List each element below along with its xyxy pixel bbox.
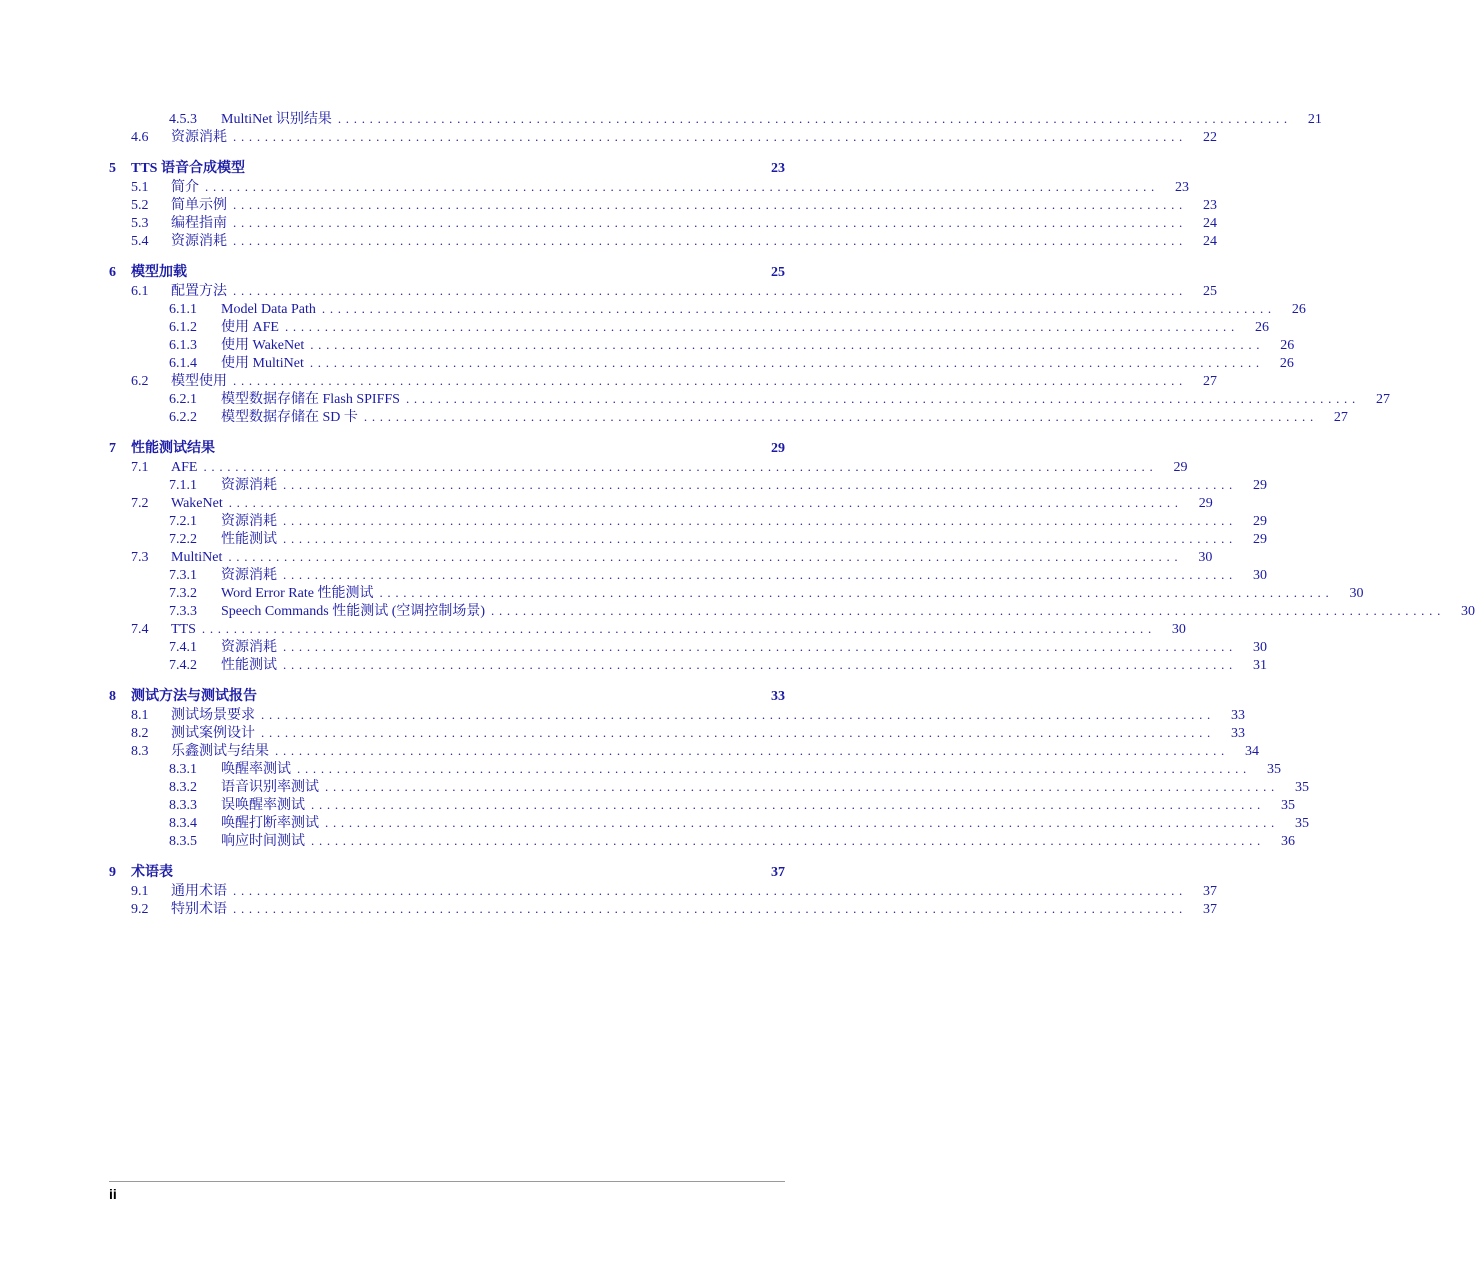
- toc-entry-title[interactable]: Speech Commands 性能测试 (空调控制场景): [221, 604, 486, 619]
- toc-entry-title[interactable]: TTS: [171, 622, 196, 637]
- toc-chapter-entry[interactable]: [109, 440, 785, 458]
- toc-entry[interactable]: [169, 760, 1281, 778]
- toc-dot-leader: ........................................................................................................................: [233, 883, 1187, 898]
- toc-page-number[interactable]: 37: [1203, 884, 1217, 899]
- toc-entry-title[interactable]: MultiNet: [171, 550, 223, 565]
- toc-page-number[interactable]: 37: [771, 865, 785, 880]
- toc-entry-title[interactable]: 编程指南: [171, 216, 227, 231]
- toc-page-number[interactable]: 30: [1198, 550, 1213, 565]
- toc-page-number[interactable]: 33: [1231, 708, 1245, 723]
- toc-entry-title[interactable]: 使用 MultiNet: [221, 356, 304, 371]
- toc-entry-title[interactable]: 误唤醒率测试: [221, 798, 305, 813]
- toc-dot-leader: ........................................................................................................................: [297, 761, 1251, 776]
- toc-entry-number: 8.3.3: [169, 798, 197, 813]
- toc-entry-number: 6.2.2: [169, 410, 197, 425]
- toc-entry-number: 6.1.3: [169, 338, 197, 353]
- toc-entry[interactable]: [131, 196, 1217, 214]
- toc-entry-title[interactable]: 资源消耗: [221, 568, 277, 583]
- toc-entry-title[interactable]: 模型数据存储在 SD 卡: [221, 410, 358, 425]
- toc-dot-leader: ........................................................................................................................: [309, 355, 1264, 370]
- toc-page-number[interactable]: 33: [771, 689, 785, 704]
- toc-dot-leader: ........................................................................................................................: [275, 743, 1229, 758]
- toc-entry[interactable]: [169, 814, 1309, 832]
- toc-entry-number: 7.4: [131, 622, 149, 637]
- toc-entry-title[interactable]: 测试方法与测试报告: [131, 689, 257, 704]
- toc-entry-number: 8.3.4: [169, 816, 197, 831]
- toc-dot-leader: ........................................................................................................................: [261, 725, 1215, 740]
- toc-page-number[interactable]: 26: [1279, 356, 1294, 371]
- toc-page-number[interactable]: 26: [1254, 320, 1269, 335]
- toc-entry[interactable]: [169, 796, 1295, 814]
- toc-entry-number: 8.3.1: [169, 762, 197, 777]
- toc-page-number[interactable]: 24: [1203, 234, 1217, 249]
- toc-dot-leader: ........................................................................................................................: [201, 621, 1156, 636]
- toc-entry-title[interactable]: 测试场景要求: [171, 708, 255, 723]
- toc-entry[interactable]: [131, 372, 1217, 390]
- toc-entry-number: 7: [109, 441, 116, 456]
- toc-page-number[interactable]: 29: [771, 441, 785, 456]
- toc-dot-leader: ........................................................................................................................: [283, 513, 1237, 528]
- toc-entry-number: 8.3.5: [169, 834, 197, 849]
- toc-page-number[interactable]: 21: [1307, 112, 1322, 127]
- toc-entry[interactable]: [169, 390, 1390, 408]
- toc-entry-title[interactable]: WakeNet: [171, 496, 223, 511]
- toc-page-number[interactable]: 35: [1295, 780, 1309, 795]
- toc-entry-number: 9: [109, 865, 116, 880]
- toc-dot-leader: ........................................................................................................................: [205, 179, 1159, 194]
- toc-entry-title[interactable]: 简介: [171, 180, 199, 195]
- toc-entry-number: 6.1: [131, 284, 149, 299]
- toc-entry[interactable]: [169, 300, 1306, 318]
- toc-entry-title[interactable]: 语音识别率测试: [221, 780, 319, 795]
- toc-entry-number: 4.5.3: [169, 112, 197, 127]
- toc-entry-number: 7.1.1: [169, 478, 197, 493]
- toc-entry[interactable]: [169, 336, 1295, 354]
- toc-entry[interactable]: [169, 602, 1475, 620]
- toc-page-number[interactable]: 33: [1231, 726, 1245, 741]
- toc-entry[interactable]: [169, 832, 1295, 850]
- toc-page-number[interactable]: 22: [1203, 130, 1217, 145]
- toc-dot-leader: ........................................................................................................................: [233, 129, 1187, 144]
- toc-entry[interactable]: [131, 128, 1217, 146]
- toc-entry-title[interactable]: 资源消耗: [171, 234, 227, 249]
- toc-entry-title[interactable]: TTS 语音合成模型: [131, 161, 245, 176]
- toc-page-number[interactable]: 25: [771, 265, 785, 280]
- toc-entry-number: 8.3.2: [169, 780, 197, 795]
- toc-page-number[interactable]: 29: [1253, 478, 1267, 493]
- toc-entry-title[interactable]: 资源消耗: [221, 478, 277, 493]
- toc-dot-leader: ........................................................................................................................: [233, 233, 1187, 248]
- toc-chapter-entry[interactable]: [109, 864, 785, 882]
- toc-entry[interactable]: [131, 282, 1217, 300]
- toc-entry-title[interactable]: 模型使用: [171, 374, 227, 389]
- toc-entry-title[interactable]: 配置方法: [171, 284, 227, 299]
- toc-page-number[interactable]: 30: [1461, 604, 1475, 619]
- toc-entry-title[interactable]: 模型加载: [131, 265, 187, 280]
- toc-entry[interactable]: [169, 476, 1267, 494]
- toc-page-number[interactable]: 36: [1281, 834, 1295, 849]
- toc-entry-title[interactable]: 性能测试: [221, 532, 277, 547]
- toc-dot-leader: ........................................................................................................................: [325, 815, 1279, 830]
- toc-entry-number: 5: [109, 161, 116, 176]
- toc-entry-number: 7.4.2: [169, 658, 197, 673]
- toc-page-number[interactable]: 24: [1203, 216, 1217, 231]
- toc-entry-number: 9.2: [131, 902, 149, 917]
- toc-entry-title[interactable]: 资源消耗: [171, 130, 227, 145]
- toc-page-number[interactable]: 30: [1253, 568, 1267, 583]
- toc-dot-leader: ........................................................................................................................: [233, 901, 1187, 916]
- toc-entry-number: 6.2.1: [169, 392, 197, 407]
- toc-entry[interactable]: [131, 900, 1217, 918]
- toc-dot-leader: ........................................................................................................................: [283, 639, 1237, 654]
- toc-entry-title[interactable]: 唤醒率测试: [221, 762, 291, 777]
- toc-dot-leader: ........................................................................................................................: [233, 283, 1187, 298]
- toc-entry-number: 8: [109, 689, 116, 704]
- toc-page-number[interactable]: 37: [1203, 902, 1217, 917]
- toc-entry[interactable]: [169, 584, 1364, 602]
- toc-dot-leader: ........................................................................................................................: [405, 391, 1360, 406]
- toc-page-number[interactable]: 30: [1171, 622, 1186, 637]
- toc-entry-title[interactable]: Model Data Path: [221, 302, 316, 317]
- toc-entry-title[interactable]: 资源消耗: [221, 514, 277, 529]
- toc-page-number[interactable]: 26: [1291, 302, 1306, 317]
- toc-entry[interactable]: [131, 742, 1259, 760]
- toc-entry-title[interactable]: 术语表: [131, 865, 173, 880]
- toc-entry[interactable]: [169, 638, 1267, 656]
- toc-entry-title[interactable]: 响应时间测试: [221, 834, 305, 849]
- toc-dot-leader: ........................................................................................................................: [233, 215, 1187, 230]
- toc-entry-number: 4.6: [131, 130, 149, 145]
- toc-entry-number: 8.1: [131, 708, 149, 723]
- toc-entry[interactable]: [169, 512, 1267, 530]
- toc-page-number[interactable]: 27: [1333, 410, 1348, 425]
- toc-dot-leader: ........................................................................................................................: [325, 779, 1279, 794]
- toc-entry-title[interactable]: 模型数据存储在 Flash SPIFFS: [221, 392, 400, 407]
- toc-page-number[interactable]: 34: [1245, 744, 1259, 759]
- toc-dot-leader: ........................................................................................................................: [228, 495, 1183, 510]
- toc-entry-number: 7.4.1: [169, 640, 197, 655]
- toc-dot-leader: ........................................................................................................................: [283, 657, 1237, 672]
- toc-entry[interactable]: [131, 178, 1189, 196]
- toc-chapter-entry[interactable]: [109, 264, 785, 282]
- toc-entry[interactable]: [169, 530, 1267, 548]
- toc-entry-title[interactable]: Word Error Rate 性能测试: [221, 586, 374, 601]
- toc-entry-number: 5.3: [131, 216, 149, 231]
- toc-entry[interactable]: [131, 494, 1213, 512]
- toc-page-number[interactable]: 26: [1280, 338, 1295, 353]
- toc-entry-number: 6.1.1: [169, 302, 197, 317]
- toc-entry-number: 7.2.1: [169, 514, 197, 529]
- toc-entry-title[interactable]: 性能测试: [221, 658, 277, 673]
- toc-entry-number: 6.1.4: [169, 356, 197, 371]
- toc-entry[interactable]: [169, 656, 1267, 674]
- toc-chapter-entry[interactable]: [109, 160, 785, 178]
- toc-entry-title[interactable]: 使用 WakeNet: [221, 338, 305, 353]
- toc-page-number[interactable]: 30: [1349, 586, 1364, 601]
- toc-dot-leader: ........................................................................................................................: [228, 549, 1183, 564]
- toc-dot-leader: ........................................................................................................................: [321, 301, 1276, 316]
- toc-page-number[interactable]: 23: [1175, 180, 1189, 195]
- toc-entry-number: 8.3: [131, 744, 149, 759]
- toc-entry-title[interactable]: 简单示例: [171, 198, 227, 213]
- toc-dot-leader: ........................................................................................................................: [283, 531, 1237, 546]
- toc-page-number[interactable]: 27: [1375, 392, 1390, 407]
- toc-entry-number: 7.3.1: [169, 568, 197, 583]
- toc-entry[interactable]: [169, 110, 1322, 128]
- toc-entry-number: 7.3.2: [169, 586, 197, 601]
- toc-entry-title[interactable]: MultiNet 识别结果: [221, 112, 332, 127]
- toc-entry-title[interactable]: 乐鑫测试与结果: [171, 744, 269, 759]
- toc-entry-title[interactable]: 特别术语: [171, 902, 227, 917]
- toc-dot-leader: ........................................................................................................................: [310, 337, 1265, 352]
- toc-dot-leader: ........................................................................................................................: [311, 833, 1265, 848]
- toc-entry-title[interactable]: 唤醒打断率测试: [221, 816, 319, 831]
- toc-page-number[interactable]: 25: [1203, 284, 1217, 299]
- toc-page-number[interactable]: 35: [1295, 816, 1309, 831]
- toc-entry-number: 6: [109, 265, 116, 280]
- toc-dot-leader: ........................................................................................................................: [283, 567, 1237, 582]
- toc-page-number[interactable]: 30: [1253, 640, 1267, 655]
- toc-page-number[interactable]: 35: [1267, 762, 1281, 777]
- footer-page-number: ii: [109, 1186, 117, 1202]
- toc-entry[interactable]: [131, 548, 1213, 566]
- toc-entry-title[interactable]: 通用术语: [171, 884, 227, 899]
- toc-entry[interactable]: [131, 882, 1217, 900]
- toc-page-number[interactable]: 23: [771, 161, 785, 176]
- toc-entry[interactable]: [169, 566, 1267, 584]
- toc-dot-leader: ........................................................................................................................: [337, 111, 1292, 126]
- toc-dot-leader: ........................................................................................................................: [491, 603, 1446, 618]
- toc-dot-leader: ........................................................................................................................: [363, 409, 1318, 424]
- toc-entry[interactable]: [131, 214, 1217, 232]
- toc-entry-number: 7.2: [131, 496, 149, 511]
- toc-dot-leader: ........................................................................................................................: [284, 319, 1239, 334]
- toc-entry-number: 7.3: [131, 550, 149, 565]
- toc-dot-leader: ........................................................................................................................: [311, 797, 1265, 812]
- toc-dot-leader: ........................................................................................................................: [233, 373, 1187, 388]
- toc-entry[interactable]: [131, 458, 1188, 476]
- toc-page-number[interactable]: 29: [1173, 460, 1188, 475]
- toc-entry[interactable]: [169, 354, 1294, 372]
- toc-dot-leader: ........................................................................................................................: [283, 477, 1237, 492]
- toc-dot-leader: ........................................................................................................................: [379, 585, 1334, 600]
- toc-entry-number: 5.2: [131, 198, 149, 213]
- toc-entry-number: 6.1.2: [169, 320, 197, 335]
- toc-entry-title[interactable]: 资源消耗: [221, 640, 277, 655]
- toc-dot-leader: ........................................................................................................................: [261, 707, 1215, 722]
- toc-entry-number: 7.2.2: [169, 532, 197, 547]
- toc-entry-number: 9.1: [131, 884, 149, 899]
- toc-entry-number: 5.4: [131, 234, 149, 249]
- toc-entry[interactable]: [169, 318, 1269, 336]
- toc-entry[interactable]: [169, 778, 1309, 796]
- toc-entry[interactable]: [131, 706, 1245, 724]
- toc-entry-title[interactable]: AFE: [171, 460, 198, 475]
- toc-entry[interactable]: [131, 724, 1245, 742]
- toc-dot-leader: ........................................................................................................................: [203, 459, 1158, 474]
- toc-entry-number: 8.2: [131, 726, 149, 741]
- toc-page-number[interactable]: 29: [1198, 496, 1213, 511]
- toc-dot-leader: ........................................................................................................................: [233, 197, 1187, 212]
- toc-entry-number: 7.1: [131, 460, 149, 475]
- toc-page-number[interactable]: 27: [1203, 374, 1217, 389]
- toc-page-number[interactable]: 23: [1203, 198, 1217, 213]
- toc-page-number[interactable]: 29: [1253, 532, 1267, 547]
- toc-entry-number: 7.3.3: [169, 604, 197, 619]
- toc-entry[interactable]: [131, 620, 1186, 638]
- footer-divider: [109, 1181, 785, 1182]
- toc-page-number[interactable]: 31: [1253, 658, 1267, 673]
- toc-chapter-entry[interactable]: [109, 688, 785, 706]
- toc-entry-title[interactable]: 性能测试结果: [131, 441, 215, 456]
- toc-entry[interactable]: [131, 232, 1217, 250]
- toc-entry-title[interactable]: 测试案例设计: [171, 726, 255, 741]
- toc-entry-number: 6.2: [131, 374, 149, 389]
- toc-entry-number: 5.1: [131, 180, 149, 195]
- toc-page-number[interactable]: 29: [1253, 514, 1267, 529]
- toc-entry-title[interactable]: 使用 AFE: [221, 320, 279, 335]
- toc-entry[interactable]: [169, 408, 1348, 426]
- toc-page-number[interactable]: 35: [1281, 798, 1295, 813]
